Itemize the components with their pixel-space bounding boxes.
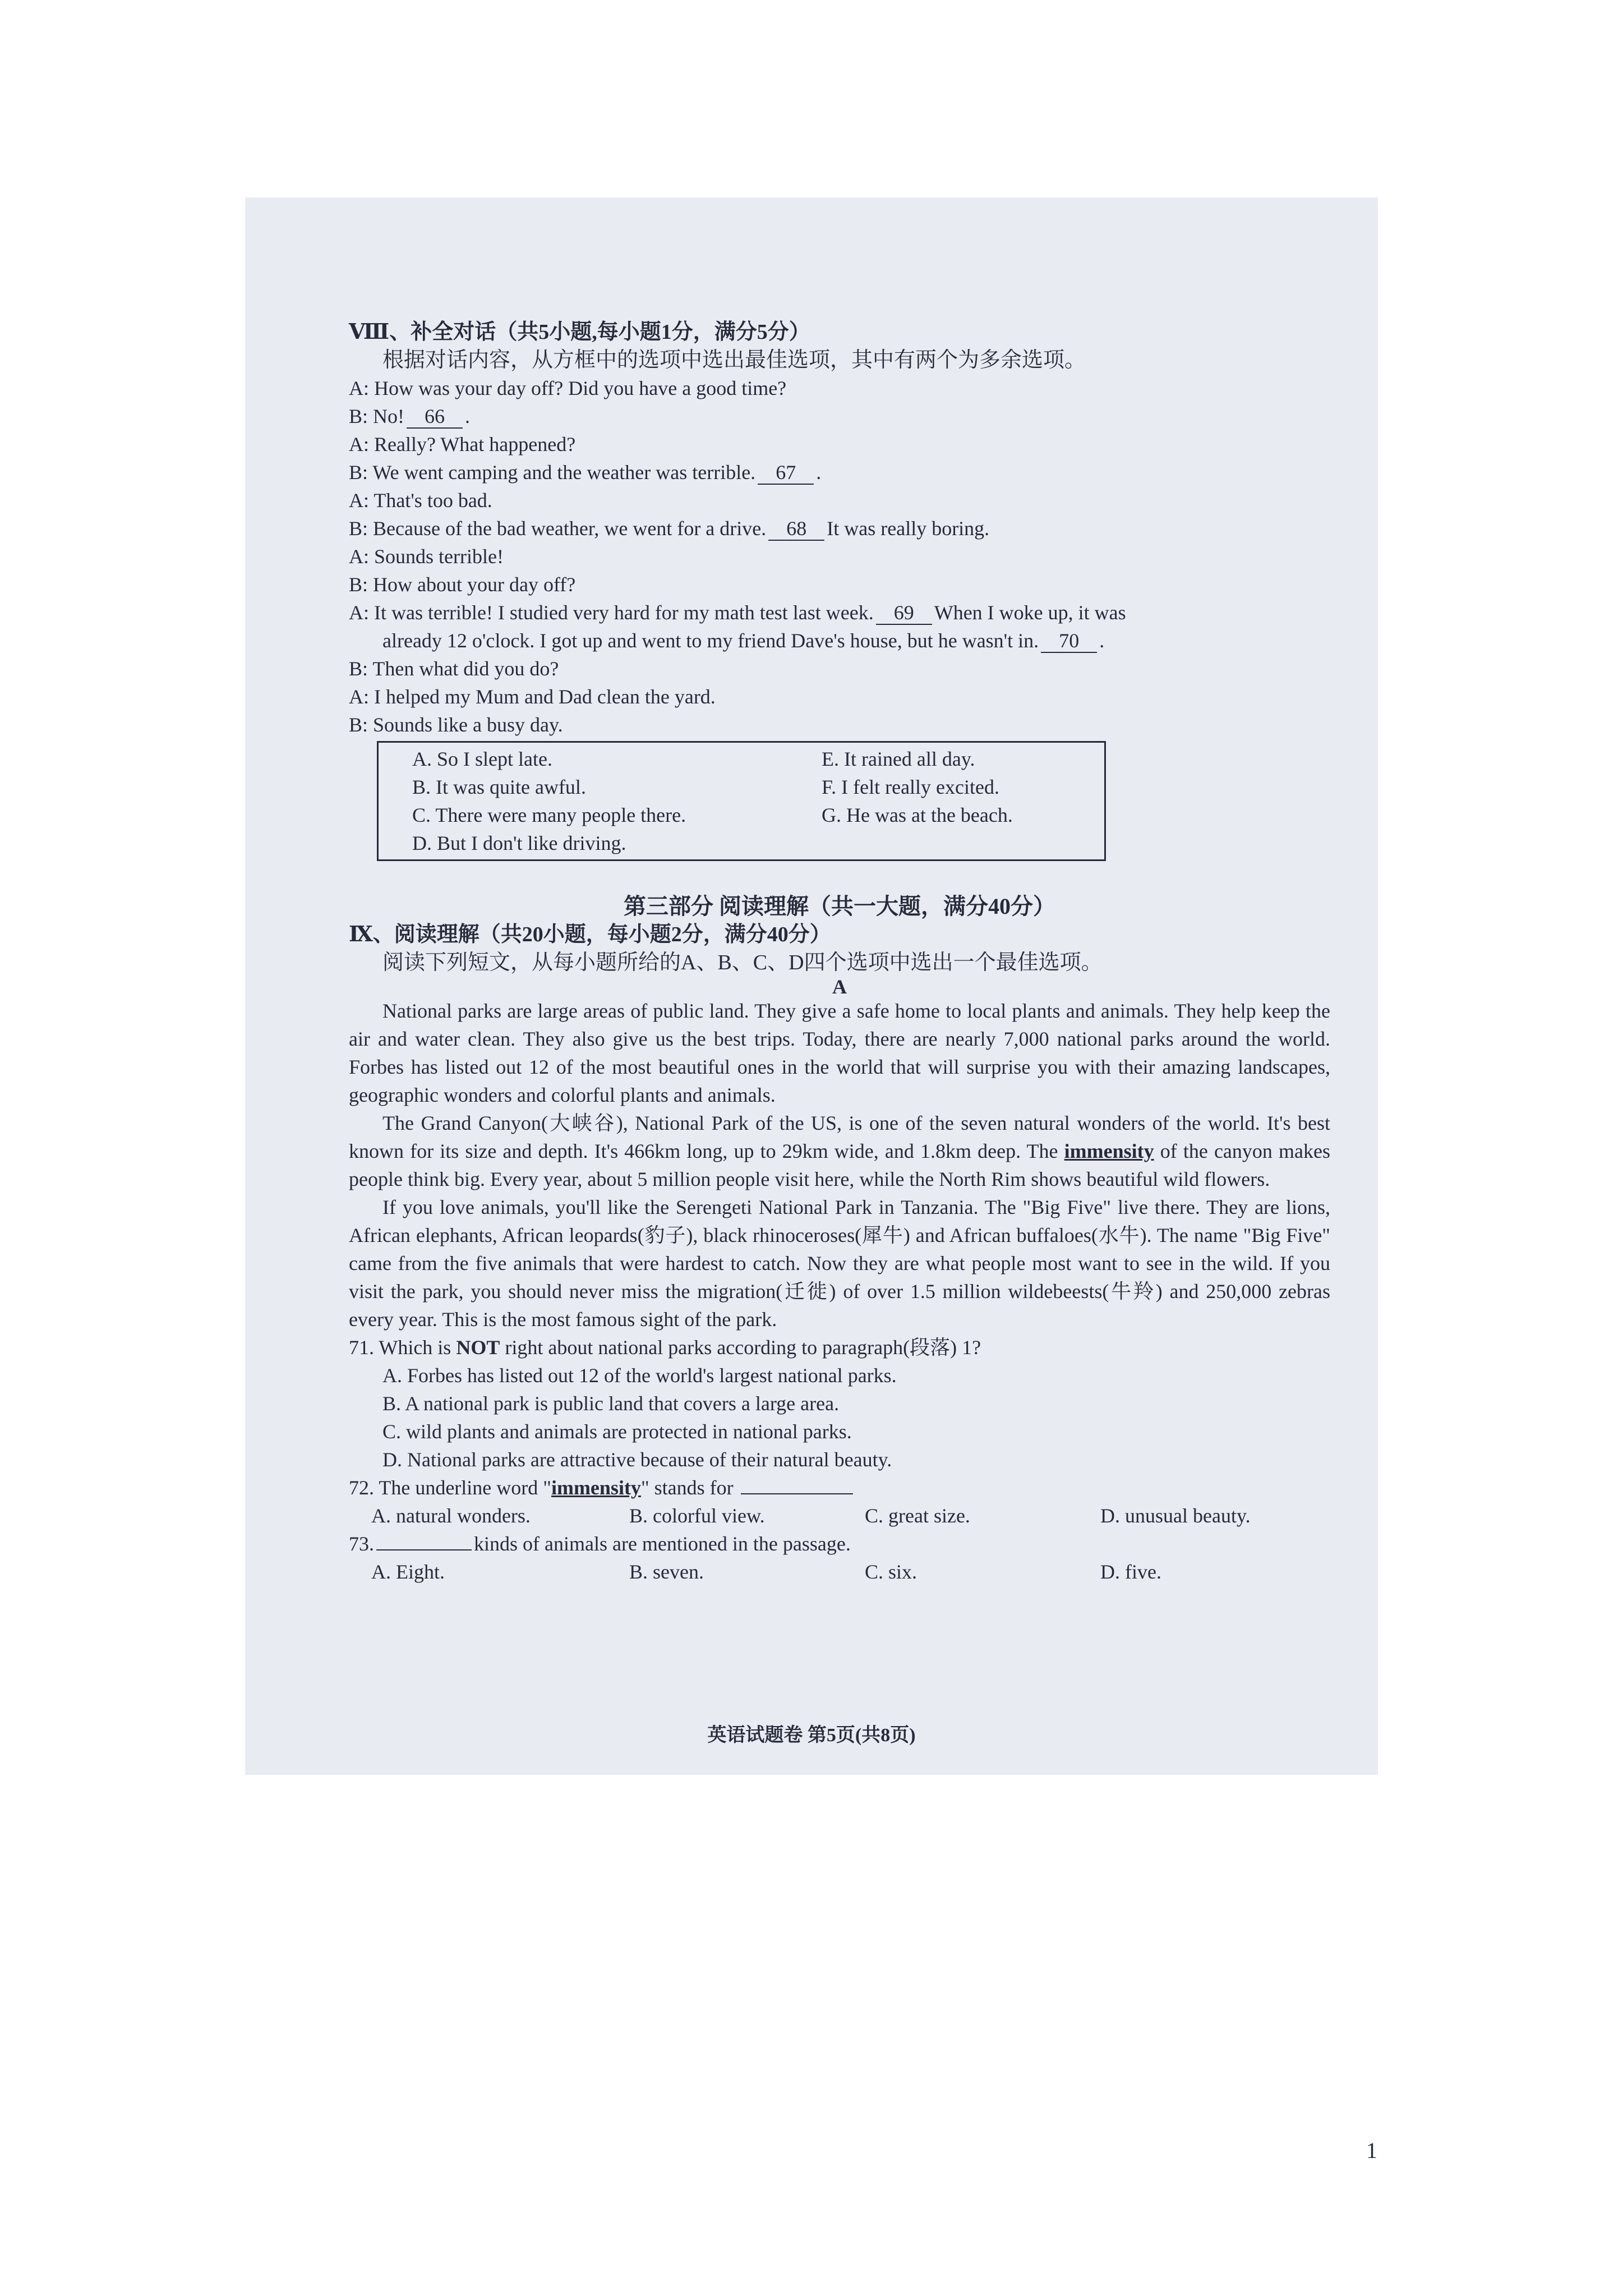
dialogue bbox=[349, 374, 1330, 739]
answer-option-d: D. National parks are attractive because of their natural beauty. bbox=[382, 1448, 892, 1471]
blank-69: 69 bbox=[876, 601, 932, 625]
answer-options bbox=[349, 1558, 1330, 1586]
scanned-page bbox=[245, 197, 1378, 1775]
dialogue-line: A: That's too bad. bbox=[349, 489, 492, 512]
section-8-title: Ⅷ、补全对话（共5小题,每小题1分，满分5分） bbox=[349, 320, 810, 344]
blank-67: 67 bbox=[758, 461, 814, 485]
paragraph-3: If you love animals, you'll like the Serengeti National Park in Tanzania. The "Big Five" live there. They are lions, African elephants, African leopards(豹子), black rhinoceroses(犀牛) and African buffaloes(水牛). The name "Big Five" came from the five animals that were hardest to catch. Now they are what people most want to see in the wild. If you visit the park, you should never miss the migration(迁徙) of over 1.5 million wildebeests(牛羚) and 250,000 zebras every year. This is the most famous sight of the park. bbox=[349, 1196, 1330, 1331]
option-a: A. So I slept late. bbox=[412, 748, 552, 770]
answer-option-a: A. natural wonders. bbox=[371, 1504, 531, 1527]
answer-option-b: B. A national park is public land that covers a large area. bbox=[382, 1392, 840, 1415]
option-g: G. He was at the beach. bbox=[822, 804, 1013, 826]
answer-option-c: C. wild plants and animals are protected in national parks. bbox=[382, 1420, 852, 1443]
dialogue-line: A: It was terrible! I studied very hard for my math test last week. 69 When I woke up, it was bbox=[349, 601, 1126, 624]
option-f: F. I felt really excited. bbox=[822, 776, 999, 798]
answer-option-c: C. six. bbox=[865, 1561, 917, 1583]
question-stem: 73. kinds of animals are mentioned in the passage. bbox=[349, 1533, 851, 1555]
answer-option-b: B. colorful view. bbox=[629, 1504, 765, 1527]
part-3-title: 第三部分 阅读理解（共一大题，满分40分） bbox=[624, 894, 1055, 919]
dialogue-line: B: How about your day off? bbox=[349, 573, 576, 596]
underlined-word: immensity bbox=[1064, 1140, 1154, 1162]
question-stem: 71. Which is NOT right about national parks according to paragraph(段落) 1? bbox=[349, 1336, 981, 1359]
dialogue-line: B: Because of the bad weather, we went for a drive. 68 It was really boring. bbox=[349, 517, 990, 540]
answer-blank bbox=[741, 1493, 853, 1494]
blank-68: 68 bbox=[768, 517, 824, 541]
page-number: 1 bbox=[1366, 2138, 1377, 2163]
blank-70: 70 bbox=[1041, 629, 1097, 653]
question-stem: 72. The underline word "immensity" stands for bbox=[349, 1474, 1330, 1502]
page-content bbox=[349, 318, 1330, 1586]
dialogue-line: A: Really? What happened? bbox=[349, 433, 576, 455]
question-72 bbox=[349, 1474, 1330, 1530]
dialogue-line: B: No! 66 . bbox=[349, 405, 470, 427]
option-c: C. There were many people there. bbox=[412, 804, 686, 826]
answer-option-c: C. great size. bbox=[865, 1504, 970, 1527]
option-d: D. But I don't like driving. bbox=[412, 832, 626, 854]
blank-66: 66 bbox=[407, 405, 463, 429]
dialogue-line: A: I helped my Mum and Dad clean the yard. bbox=[349, 685, 716, 708]
dialogue-line: B: We went camping and the weather was terrible. 67 . bbox=[349, 461, 822, 484]
answer-option-b: B. seven. bbox=[629, 1561, 704, 1583]
page-footer: 英语试题卷 第5页(共8页) bbox=[707, 1725, 916, 1746]
section-8-instruction: 根据对话内容，从方框中的选项中选出最佳选项，其中有两个为多余选项。 bbox=[382, 348, 1086, 372]
option-b: B. It was quite awful. bbox=[412, 776, 586, 798]
question-71 bbox=[349, 1333, 1330, 1474]
dialogue-line: B: Then what did you do? bbox=[349, 657, 559, 680]
dialogue-line: A: Sounds terrible! bbox=[349, 545, 504, 568]
answer-blank bbox=[376, 1549, 472, 1550]
dialogue-line: already 12 o'clock. I got up and went to my friend Dave's house, but he wasn't in. 70 . bbox=[382, 629, 1105, 652]
dialogue-line: A: How was your day off? Did you have a good time? bbox=[349, 377, 787, 399]
passage-letter: A bbox=[832, 976, 847, 998]
answer-option-d: D. unusual beauty. bbox=[1100, 1504, 1251, 1527]
answer-option-a: A. Eight. bbox=[371, 1561, 445, 1583]
dialogue-line: B: Sounds like a busy day. bbox=[349, 714, 563, 736]
answer-options bbox=[349, 1502, 1330, 1530]
answer-options bbox=[349, 1361, 1330, 1474]
paragraph-2: The Grand Canyon(大峡谷), National Park of the US, is one of the seven natural wonders of the world. It's best known for its size and depth. It's 466km long, up to 29km wide, and 1.8km deep. The immensity of the canyon makes people think big. Every year, about 5 million people visit here, while the North Rim shows beautiful wild flowers. bbox=[349, 1112, 1330, 1190]
section-9-title: Ⅸ、阅读理解（共20小题，每小题2分，满分40分） bbox=[349, 923, 831, 946]
answer-option-a: A. Forbes has listed out 12 of the world's largest national parks. bbox=[382, 1364, 897, 1387]
paragraph-1: National parks are large areas of public land. They give a safe home to local plants and animals. They help keep the air and water clean. They also give us the best trips. Today, there are nearly 7,000 national parks around the world. Forbes has listed out 12 of the most beautiful ones in the world that will surprise you with their amazing landscapes, geographic wonders and colorful plants and animals. bbox=[349, 1000, 1330, 1106]
section-9-instruction: 阅读下列短文，从每小题所给的A、B、C、D四个选项中选出一个最佳选项。 bbox=[382, 951, 1103, 974]
answer-option-d: D. five. bbox=[1100, 1561, 1161, 1583]
question-73 bbox=[349, 1530, 1330, 1586]
option-e: E. It rained all day. bbox=[822, 748, 975, 770]
option-box bbox=[377, 741, 1106, 861]
